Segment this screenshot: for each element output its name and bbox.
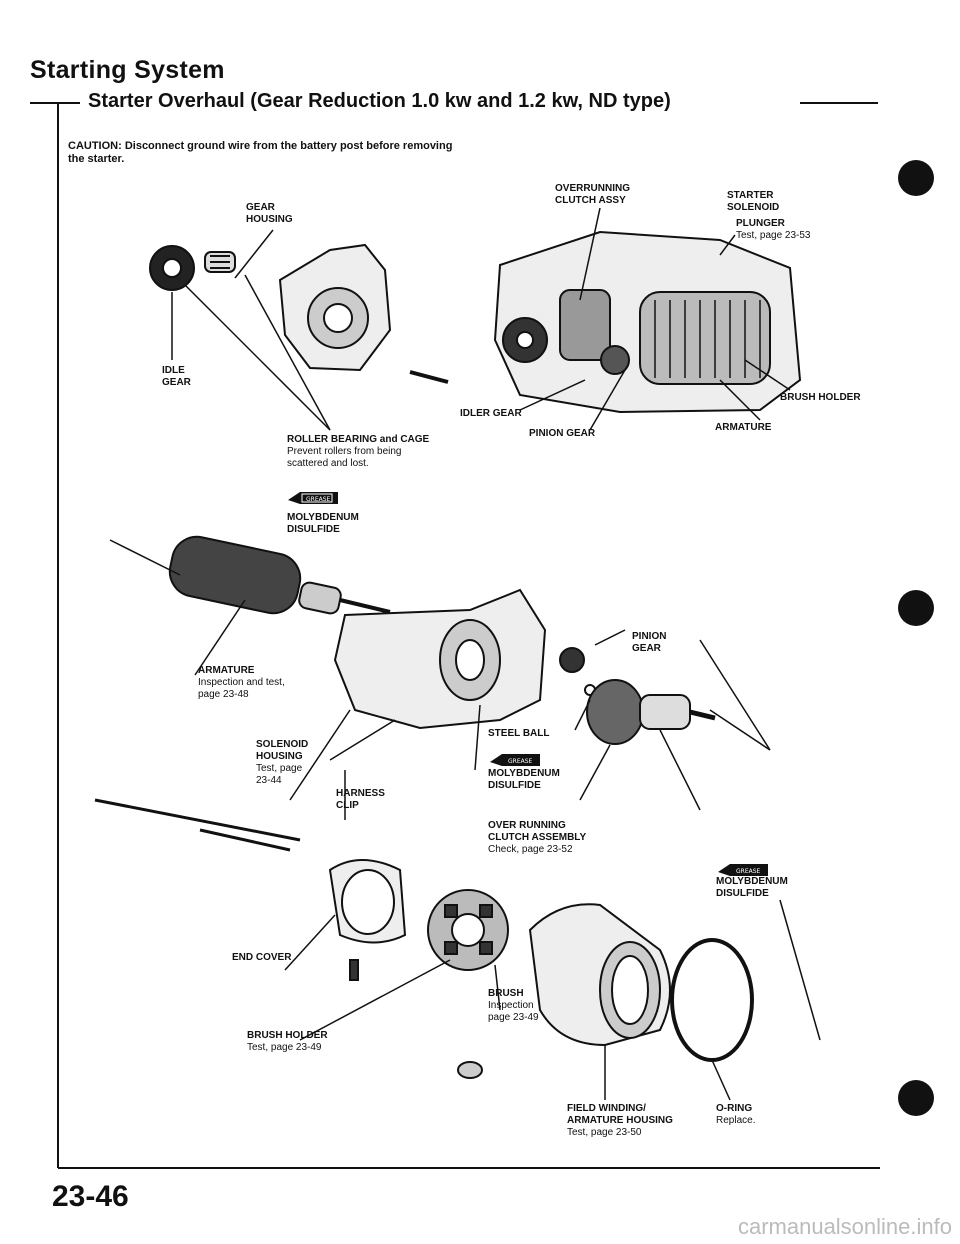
label-brush-title: BRUSH	[488, 988, 524, 999]
label-brush-holder	[247, 1030, 328, 1054]
label-armature-note: Inspection and test, page 23-48	[198, 677, 285, 700]
label-gear-housing: GEAR HOUSING	[246, 202, 293, 225]
label-over-running-clutch-title: OVER RUNNING CLUTCH ASSEMBLY	[488, 820, 587, 843]
label-field-winding	[567, 1103, 673, 1139]
label-roller-bearing-title: ROLLER BEARING and CAGE	[287, 434, 430, 445]
label-harness-clip: HARNESS CLIP	[336, 788, 385, 811]
label-field-winding-title: FIELD WINDING/ ARMATURE HOUSING	[567, 1103, 673, 1126]
label-steel-ball: STEEL BALL	[488, 728, 550, 739]
label-armature-top: ARMATURE	[715, 422, 772, 433]
starter-assembly-part	[495, 232, 800, 412]
label-armature-title: ARMATURE	[198, 665, 255, 676]
label-plunger-note: Test, page 23-53	[736, 230, 811, 241]
label-plunger	[736, 218, 811, 242]
o-ring-part	[672, 940, 752, 1060]
label-solenoid-housing-title: SOLENOID HOUSING	[256, 739, 309, 762]
exploded-assembly	[95, 532, 820, 1100]
end-cover-part	[330, 860, 405, 943]
grease-tag: GREASE	[508, 758, 533, 765]
page-number: 23-46	[52, 1180, 129, 1213]
label-over-running-clutch-note: Check, page 23-52	[488, 844, 573, 855]
overrunning-clutch-part	[587, 680, 715, 744]
label-brush-holder-note: Test, page 23-49	[247, 1042, 322, 1053]
label-roller-bearing-note: Prevent rollers from being scattered and lost.	[287, 446, 402, 469]
grease-tag: GREASE	[736, 868, 761, 875]
label-pinion-gear: PINION GEAR	[632, 631, 667, 654]
label-brush-note: Inspection page 23-49	[488, 1000, 539, 1023]
pinion-gear-part	[560, 648, 584, 672]
label-molybdenum-1: MOLYBDENUM DISULFIDE	[287, 512, 359, 535]
grease-icon	[286, 482, 342, 513]
label-solenoid-housing	[256, 739, 308, 787]
label-brush	[488, 988, 539, 1024]
label-o-ring	[716, 1103, 755, 1127]
label-starter-solenoid: STARTER SOLENOID	[727, 190, 780, 213]
top-assembly	[150, 208, 800, 430]
brush-holder-part	[428, 890, 508, 970]
label-brush-holder-title: BRUSH HOLDER	[247, 1030, 328, 1041]
roller-bearing-part	[205, 252, 235, 272]
page-title: Starting System	[30, 56, 225, 84]
label-o-ring-title: O-RING	[716, 1103, 753, 1114]
label-over-running-clutch	[488, 820, 586, 856]
binder-hole-dot	[898, 160, 934, 196]
solenoid-housing-part	[335, 590, 545, 728]
label-armature	[198, 665, 285, 701]
label-roller-bearing	[287, 434, 429, 470]
bolt-part	[410, 372, 448, 382]
caution-text: CAUTION: Disconnect ground wire from the battery post before removing the starter.	[68, 140, 453, 165]
grease-tag: GREASE	[306, 496, 331, 503]
gear-housing-part	[280, 245, 390, 370]
watermark: carmanualsonline.info	[737, 1214, 952, 1239]
binder-hole-dot	[898, 590, 934, 626]
label-molybdenum-2: MOLYBDENUM DISULFIDE	[488, 768, 560, 791]
label-pinion-gear-top: PINION GEAR	[529, 428, 596, 439]
armature-part	[165, 532, 390, 618]
label-idle-gear: IDLE GEAR	[162, 365, 191, 388]
through-bolt-part	[95, 800, 300, 840]
label-molybdenum-3: MOLYBDENUM DISULFIDE	[716, 876, 788, 899]
label-o-ring-note: Replace.	[716, 1115, 756, 1126]
field-housing-part	[530, 904, 670, 1045]
label-solenoid-housing-note: Test, page 23-44	[256, 763, 303, 786]
label-plunger-title: PLUNGER	[736, 218, 785, 229]
page-subtitle: Starter Overhaul (Gear Reduction 1.0 kw and 1.2 kw, ND type)	[88, 90, 671, 112]
label-field-winding-note: Test, page 23-50	[567, 1127, 642, 1138]
label-idler-gear: IDLER GEAR	[460, 408, 522, 419]
binder-hole-dot	[898, 1080, 934, 1116]
label-overrunning-clutch-assy: OVERRUNNING CLUTCH ASSY	[555, 183, 631, 206]
label-end-cover: END COVER	[232, 952, 292, 963]
label-brush-holder-top: BRUSH HOLDER	[780, 392, 861, 403]
